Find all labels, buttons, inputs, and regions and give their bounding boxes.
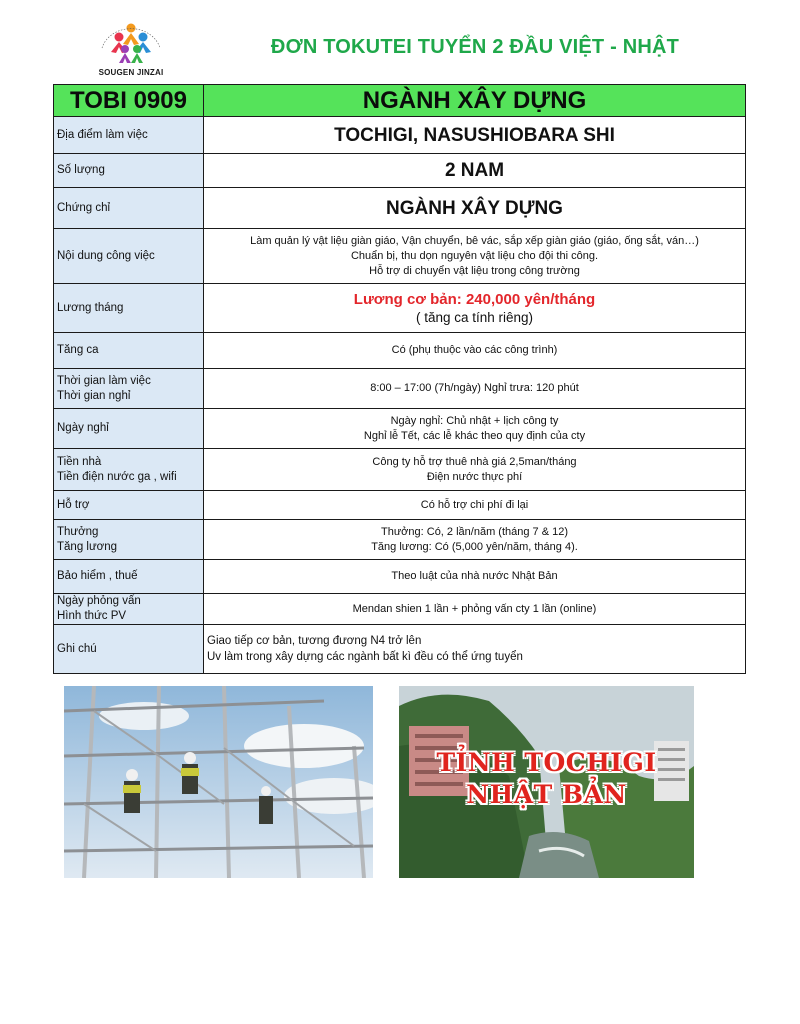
job-table [53, 84, 746, 674]
page-header [0, 0, 800, 82]
bonus-line-2: Tăng lương: Có (5,000 yên/năm, tháng 4). [371, 540, 578, 553]
row-label-location: Địa điểm làm việc [54, 117, 204, 154]
row-label-bonus [54, 520, 204, 560]
table-row [54, 333, 746, 369]
logo-people-icon [92, 18, 170, 68]
hours-label-2: Thời gian nghỉ [57, 389, 131, 402]
tochigi-overlay-line-1: TỈNH TOCHIGI [436, 748, 657, 777]
housing-value [204, 449, 746, 491]
hours-value: 8:00 – 17:00 (7h/ngày) Nghỉ trưa: 120 phút [204, 369, 746, 409]
table-row [54, 369, 746, 409]
content-line-2: Chuẩn bị, thu dọn nguyên vật liệu cho đội thi công. [350, 249, 599, 262]
row-label-notes: Ghi chú [54, 625, 204, 674]
row-label-content: Nội dung công việc [54, 229, 204, 284]
row-label-hours [54, 369, 204, 409]
table-row [54, 188, 746, 229]
scaffolding-photo [64, 686, 373, 878]
table-row [54, 520, 746, 560]
row-label-days-off: Ngày nghỉ [54, 409, 204, 449]
table-row [54, 117, 746, 154]
content-value [204, 229, 746, 284]
sougen-jinzai-logo [92, 18, 170, 82]
table-header-row [54, 85, 746, 117]
bonus-label-2: Tăng lương [57, 540, 117, 553]
quantity-value: 2 NAM [204, 154, 746, 188]
salary-value [204, 284, 746, 333]
row-label-interview [54, 594, 204, 625]
notes-line-2: Uv làm trong xây dựng các ngành bất kì đều có thể ứng tuyển [207, 651, 523, 663]
hours-label-1: Thời gian làm việc [57, 374, 151, 387]
notes-line-1: Giao tiếp cơ bản, tương đương N4 trở lên [207, 635, 422, 647]
table-row [54, 625, 746, 674]
salary-main: Lương cơ bản: 240,000 yên/tháng [353, 290, 596, 308]
support-value: Có hỗ trợ chi phí đi lại [204, 491, 746, 520]
housing-label-2: Tiền điện nước ga , wifi [57, 470, 177, 483]
bonus-value [204, 520, 746, 560]
page-title: ĐƠN TOKUTEI TUYỂN 2 ĐẦU VIỆT - NHẬT [270, 36, 680, 58]
days-off-value [204, 409, 746, 449]
days-off-line-1: Ngày nghỉ: Chủ nhật + lịch công ty [390, 414, 559, 427]
interview-value: Mendan shien 1 lần + phỏng vấn cty 1 lần (online) [204, 594, 746, 625]
row-label-overtime: Tăng ca [54, 333, 204, 369]
table-row [54, 409, 746, 449]
job-sector: NGÀNH XÂY DỰNG [204, 85, 746, 117]
table-row [54, 154, 746, 188]
notes-value [204, 625, 746, 674]
row-label-certificate: Chứng chỉ [54, 188, 204, 229]
tochigi-overlay-line-2: NHẬT BẢN [466, 780, 627, 809]
table-row [54, 449, 746, 491]
tochigi-photo [399, 686, 694, 878]
row-label-support: Hỗ trợ [54, 491, 204, 520]
row-label-salary: Lương tháng [54, 284, 204, 333]
table-row [54, 491, 746, 520]
location-value: TOCHIGI, NASUSHIOBARA SHI [204, 117, 746, 154]
bonus-line-1: Thưởng: Có, 2 lần/năm (tháng 7 & 12) [380, 525, 568, 538]
salary-sub: ( tăng ca tính riêng) [415, 309, 534, 325]
table-row [54, 594, 746, 625]
bonus-label-1: Thưởng [57, 525, 99, 538]
row-label-housing [54, 449, 204, 491]
overtime-value: Có (phụ thuộc vào các công trình) [204, 333, 746, 369]
insurance-value: Theo luật của nhà nước Nhật Bản [204, 560, 746, 594]
content-line-3: Hỗ trợ di chuyển vật liệu trong công trường [369, 264, 580, 277]
job-code: TOBI 0909 [54, 85, 204, 117]
table-row [54, 284, 746, 333]
certificate-value: NGÀNH XÂY DỰNG [204, 188, 746, 229]
housing-label-1: Tiền nhà [57, 455, 102, 468]
interview-label-1: Ngày phỏng vấn [57, 595, 141, 607]
content-line-1: Làm quản lý vật liệu giàn giáo, Vận chuyển, bê vác, sắp xếp giàn giáo (giáo, ống sắt, ván…) [250, 234, 699, 247]
table-row [54, 229, 746, 284]
days-off-line-2: Nghỉ lễ Tết, các lễ khác theo quy định của cty [363, 429, 586, 442]
row-label-insurance: Bảo hiểm , thuế [54, 560, 204, 594]
housing-line-1: Công ty hỗ trợ thuê nhà giá 2,5man/tháng [372, 455, 577, 468]
row-label-quantity: Số lượng [54, 154, 204, 188]
table-row [54, 560, 746, 594]
logo-text: SOUGEN JINZAI [98, 68, 164, 77]
housing-line-2: Điện nước thực phí [426, 470, 523, 483]
interview-label-2: Hình thức PV [57, 610, 127, 622]
